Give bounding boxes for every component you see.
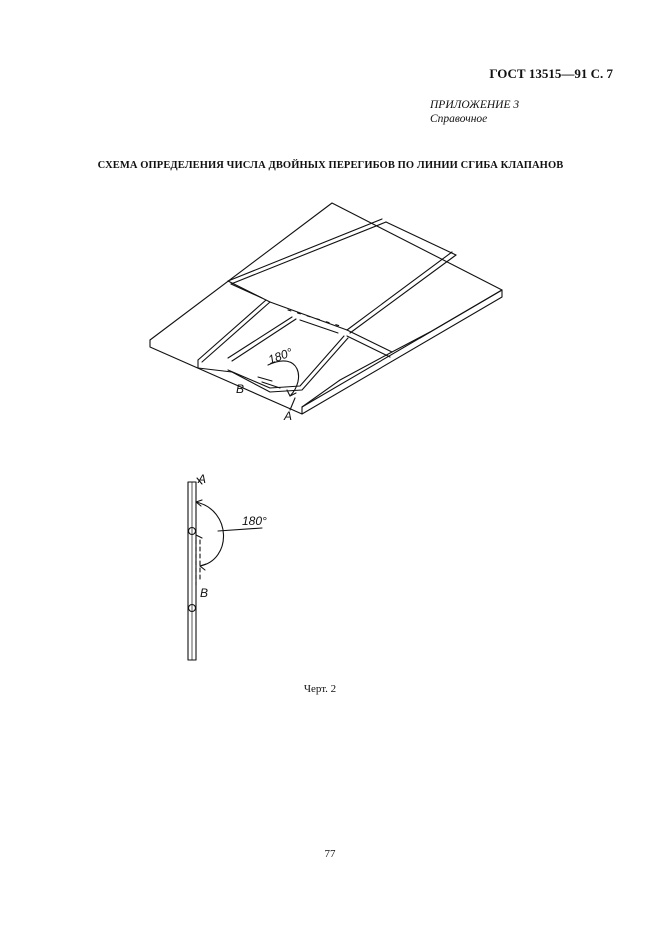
figure-caption: Черт. 2 — [303, 683, 337, 695]
isometric-panel — [150, 203, 502, 414]
top-label-b: B — [236, 382, 245, 396]
top-label-a: A — [284, 409, 293, 423]
appendix-title: ПРИЛОЖЕНИЕ 3 — [430, 99, 520, 111]
page-number: 77 — [324, 848, 336, 860]
side-label-b: B — [200, 586, 209, 600]
side-label-a: A — [198, 472, 207, 486]
appendix-subtitle: Справочное — [430, 113, 488, 125]
top-angle-label: 180° — [266, 345, 295, 367]
document-header: ГОСТ 13515—91 С. 7 — [489, 66, 613, 81]
side-angle-label: 180° — [242, 514, 267, 528]
section-title: СХЕМА ОПРЕДЕЛЕНИЯ ЧИСЛА ДВОЙНЫХ ПЕРЕГИБОВ ПО ЛИНИИ СГИБА КЛАПАНОВ — [97, 160, 564, 171]
side-view — [188, 478, 262, 660]
